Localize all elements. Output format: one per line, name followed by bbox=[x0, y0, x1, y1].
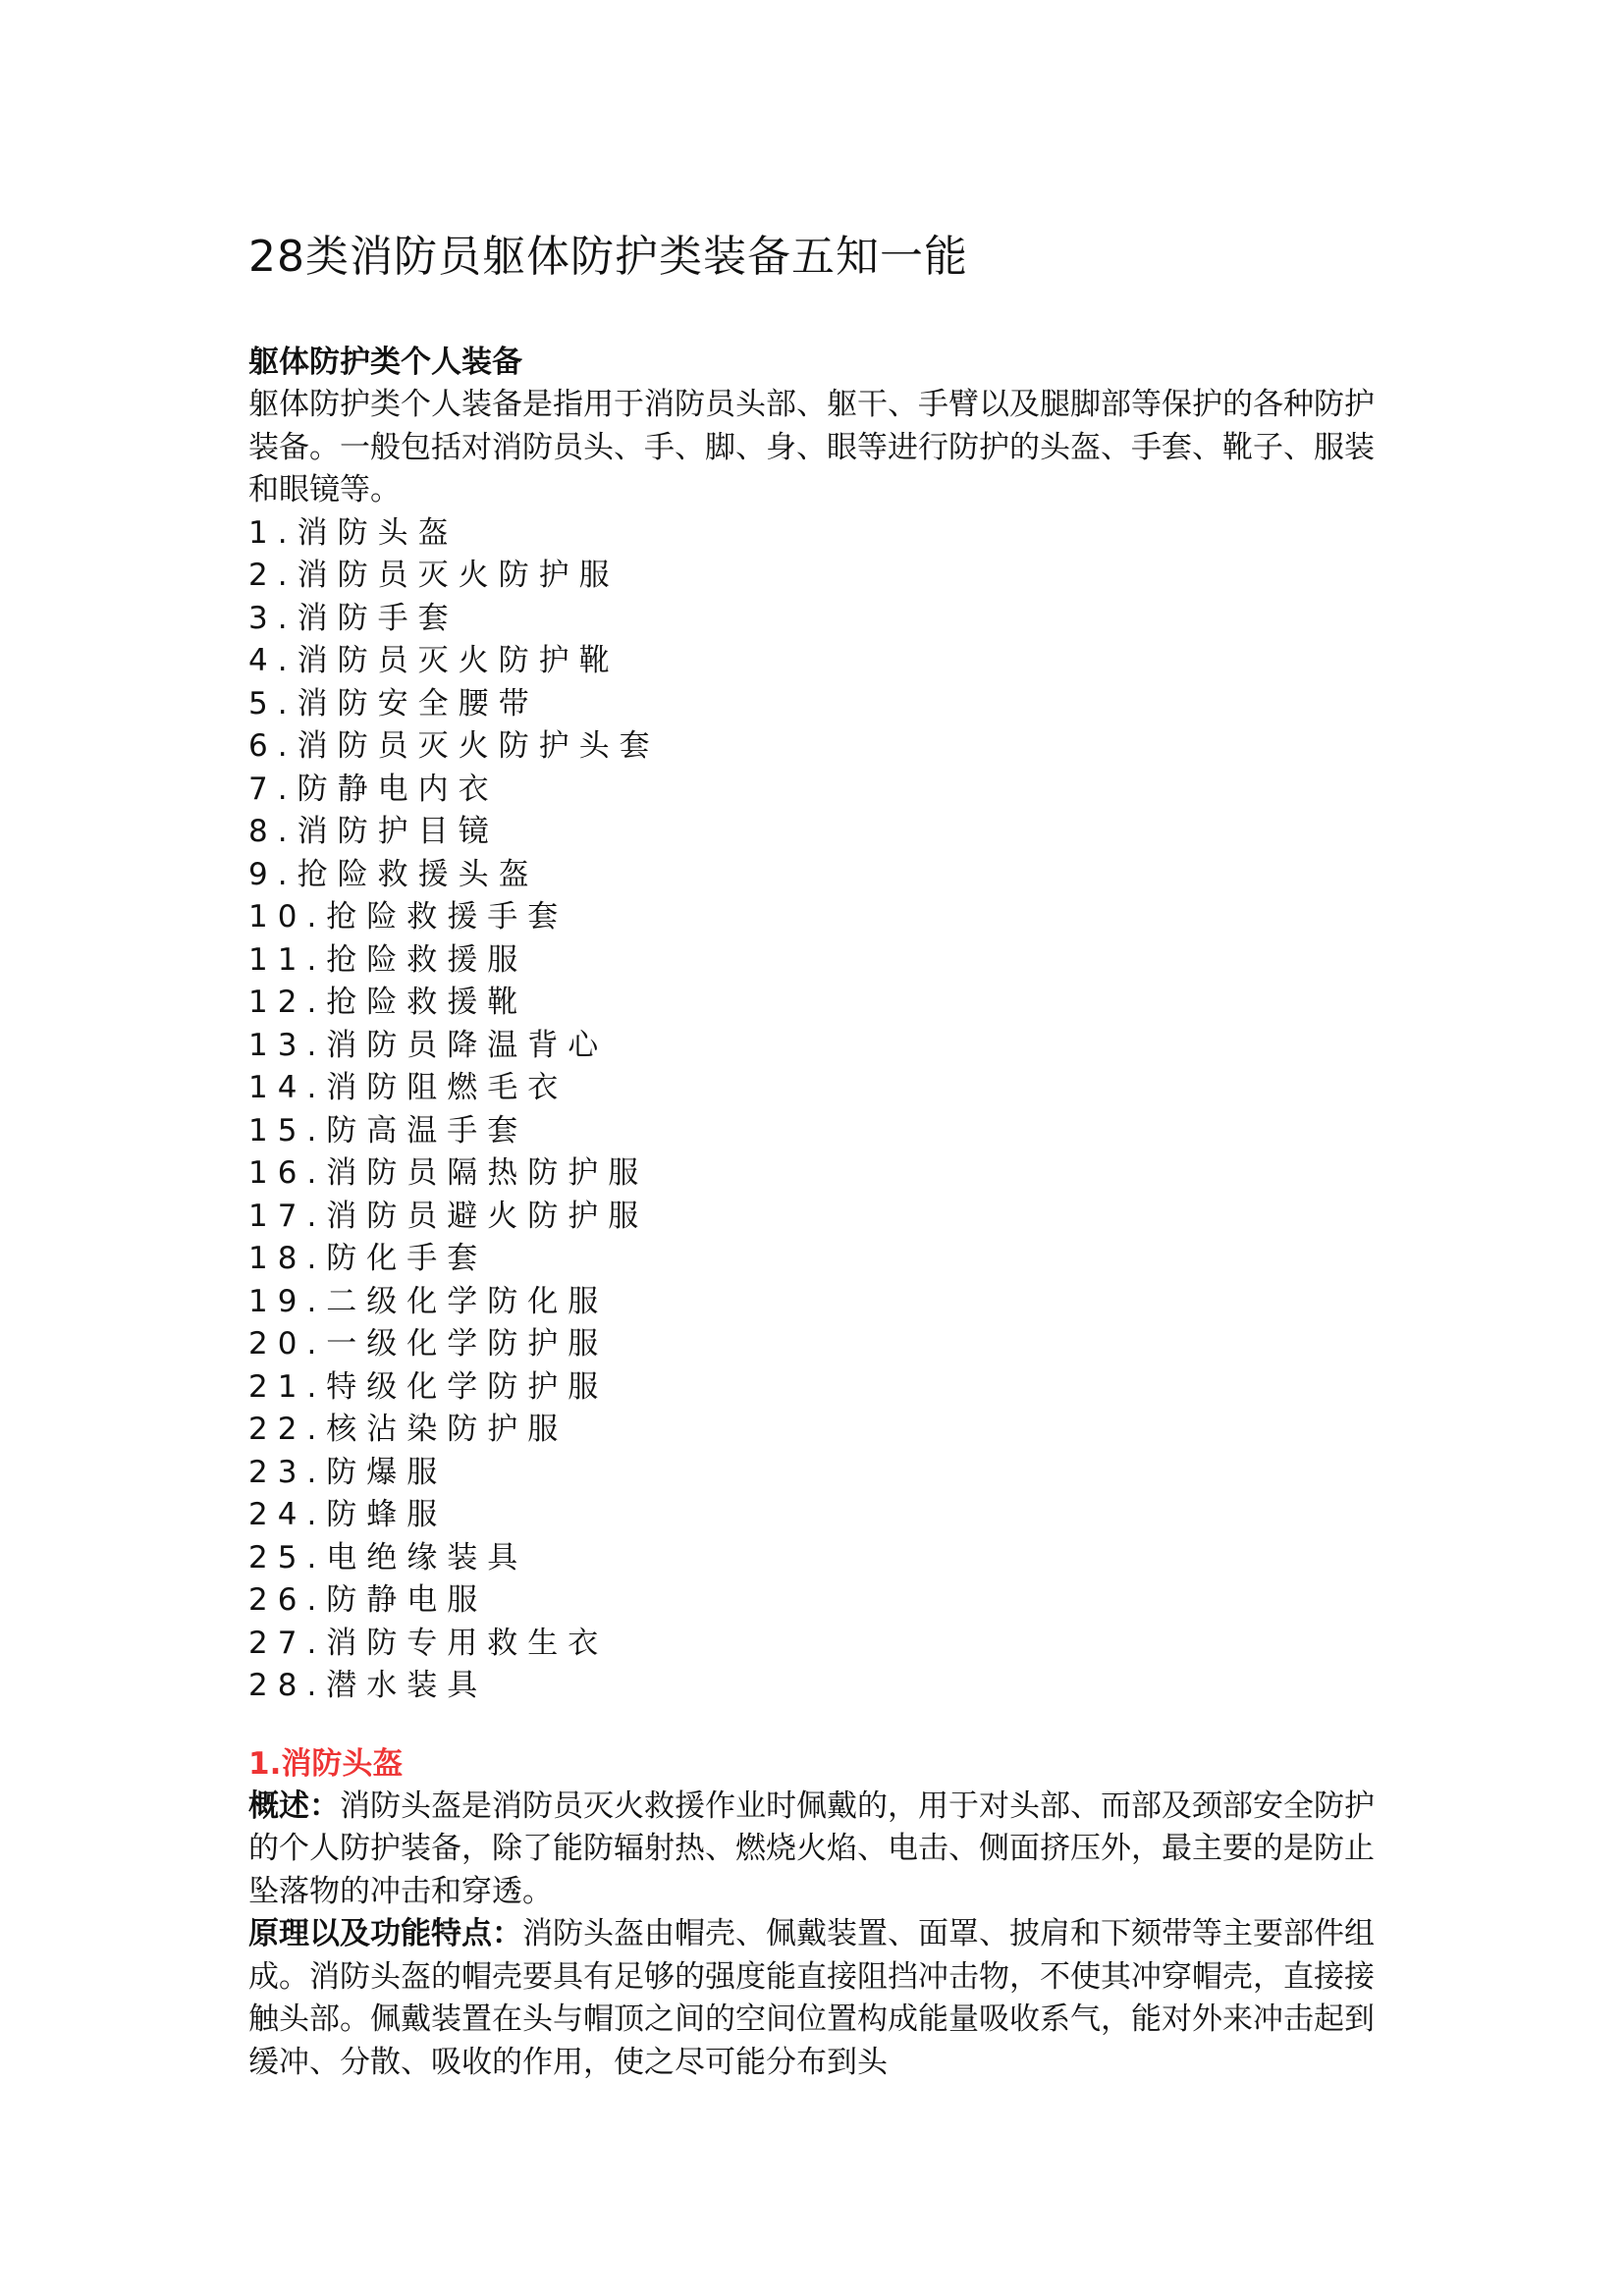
intro-paragraph: 躯体防护类个人装备是指用于消防员头部、躯干、手臂以及腿脚部等保护的各种防护装备。一般包括对消防员头、手、脚、身、眼等进行防护的头盔、手套、靴子、服装和眼镜等。 bbox=[248, 387, 1375, 507]
list-item: 25.电绝缘装具 bbox=[248, 1539, 528, 1575]
overview-label: 概述： bbox=[248, 1788, 340, 1824]
overview-text: 消防头盔是消防员灭火救援作业时佩戴的，用于对头部、而部及颈部安全防护的个人防护装备，除了能防辐射热、燃烧火焰、电击、侧面挤压外，最主要的是防止坠落物的冲击和穿透。 bbox=[248, 1788, 1375, 1909]
list-item: 24.防蜂服 bbox=[248, 1497, 448, 1532]
list-item: 8.消防护目镜 bbox=[248, 814, 499, 849]
equipment-list bbox=[248, 512, 1397, 1708]
list-item: 3.消防手套 bbox=[248, 600, 459, 636]
principle-paragraph bbox=[248, 1913, 1397, 2084]
list-item: 5.消防安全腰带 bbox=[248, 685, 539, 721]
list-item: 21.特级化学防护服 bbox=[248, 1368, 609, 1405]
list-item: 11.抢险救援服 bbox=[248, 941, 528, 978]
principle-label: 原理以及功能特点： bbox=[248, 1916, 522, 1951]
list-item: 6.消防员灭火防护头套 bbox=[248, 728, 660, 764]
principle-text: 消防头盔由帽壳、佩戴装置、面罩、披肩和下颏带等主要部件组成。消防头盔的帽壳要具有足够的强度能直接阻挡冲击物，不使其冲穿帽壳，直接接触头部。佩戴装置在头与帽顶之间的空间位置构成能量吸收系气，能对外来冲击起到缓冲、分散、吸收的作用，使之尽可能分布到头 bbox=[248, 1916, 1375, 2080]
section-heading: 躯体防护类个人装备 bbox=[248, 345, 522, 380]
list-item: 13.消防员降温背心 bbox=[248, 1027, 609, 1063]
list-item: 4.消防员灭火防护靴 bbox=[248, 643, 620, 678]
list-item: 28.潜水装具 bbox=[248, 1668, 488, 1703]
list-item: 18.防化手套 bbox=[248, 1241, 488, 1276]
list-item: 22.核沾染防护服 bbox=[248, 1412, 568, 1447]
overview-paragraph bbox=[248, 1786, 1397, 1914]
list-item: 23.防爆服 bbox=[248, 1454, 448, 1490]
list-item: 1.消防头盔 bbox=[248, 514, 459, 551]
list-item: 19.二级化学防化服 bbox=[248, 1283, 609, 1319]
list-item: 9.抢险救援头盔 bbox=[248, 856, 539, 892]
list-item: 15.防高温手套 bbox=[248, 1112, 528, 1148]
list-item: 16.消防员隔热防护服 bbox=[248, 1155, 649, 1191]
list-item: 26.防静电服 bbox=[248, 1582, 488, 1618]
document-title: 28类消防员躯体防护类装备五知一能 bbox=[248, 232, 968, 282]
list-item: 17.消防员避火防护服 bbox=[248, 1198, 649, 1234]
list-item: 20.一级化学防护服 bbox=[248, 1326, 609, 1362]
list-item: 12.抢险救援靴 bbox=[248, 985, 528, 1020]
list-item: 7.防静电内衣 bbox=[248, 771, 499, 807]
list-item: 10.抢险救援手套 bbox=[248, 899, 568, 934]
list-item: 14.消防阻燃毛衣 bbox=[248, 1070, 568, 1105]
helmet-section-heading: 1.消防头盔 bbox=[248, 1745, 404, 1782]
document-page bbox=[248, 228, 1397, 2084]
list-item: 27.消防专用救生衣 bbox=[248, 1625, 609, 1661]
list-item: 2.消防员灭火防护服 bbox=[248, 558, 620, 593]
